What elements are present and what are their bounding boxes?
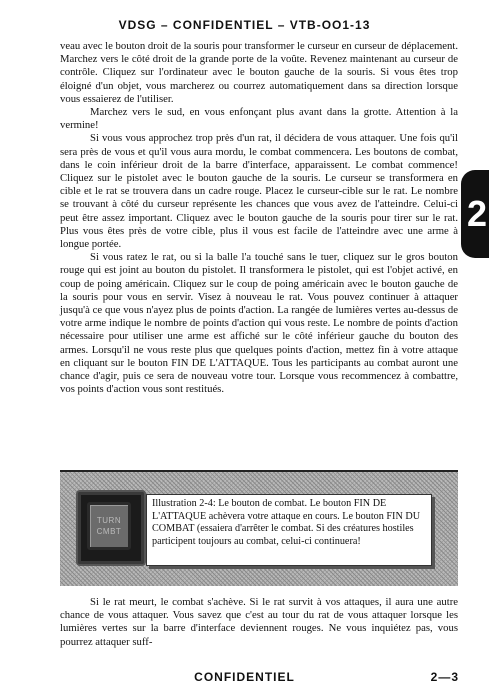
chapter-tab bbox=[461, 170, 489, 258]
page-number: 2—3 bbox=[430, 670, 459, 684]
caption-text: Illustration 2-4: Le bouton de combat. Le bouton FIN DE L'ATTAQUE achèvera votre attaque en cours. Le bouton FIN DU COMBAT (essaiera d'arrêter le combat. Si des créatures hostiles participent toujours au combat, celui-ci continuera! bbox=[152, 498, 421, 547]
page-footer bbox=[0, 670, 489, 686]
combat-button-image bbox=[76, 490, 146, 566]
paragraph: Si vous vous approchez trop près d'un rat, il décidera de vous attaquer. Une fois qu'il sera près de vous et qu'il vous aura mordu, le combat commencera. Les boutons de combat, dans le coin inférieur droit de la barre d'interface, apparaissent. Le combat commence! Cliquez sur le pistolet avec le bouton gauche de la souris. Le curseur se transformera en cible et le rat se trouvera dans un cadre rouge. Placez le curseur-cible sur le rat. Le nombre se trouvant à côté du curseur représente les chances que vous avez de l'atteindre. Celui-ci peut être assez important. Cliquez avec le bouton gauche de la souris pour tirer sur le rat. Plus vous êtes près de votre cible, plus il vous est facile de l'atteindre avec une arme à longue portée. bbox=[60, 132, 458, 251]
footer-label: CONFIDENTIEL bbox=[194, 670, 295, 684]
illustration-figure bbox=[60, 470, 458, 586]
paragraph: Si vous ratez le rat, ou si la balle l'a touché sans le tuer, cliquez sur le gros bouton rouge qui est joint au bouton du pistolet. Il transformera le pistolet, qui est l'objet activé, en coup de poing américain. Cliquez sur le coup de poing américain avec le bouton gauche de la souris pour vous en servir. Visez à nouveau le rat. Vous pouvez continuer à attaquer jusqu'à ce que vous n'ayez plus de points d'action. La rangée de lumières vertes au-dessus de votre arme indique le nombre de points d'action qui vous reste. Le nombre de points d'action nécessaire pour utiliser une arme est affiché sur le côté inférieur gauche du bouton des armes. Lorsqu'il ne vous reste plus que quelques points d'action, mettez fin à votre attaque en cliquant sur le bouton FIN DE L'ATTAQUE. Tous les participants au combat auront une chance d'agir, puis ce sera de nouveau votre tour. Lorsque vous recommencez à combattre, vos points d'action vous sont restitués. bbox=[60, 251, 458, 396]
paragraph: veau avec le bouton droit de la souris pour transformer le curseur en curseur de déplacement. Marchez vers le côté droit de la grande porte de la voûte. Revenez maintenant au curseur de contrôle. Cliquez sur l'ordinateur avec le bouton gauche de la souris. Si vous êtes trop éloigné d'un objet, vous marcherez ou courrez automatiquement dans sa direction lorsque vous essaierez de l'utiliser. bbox=[60, 40, 458, 105]
combat-button-text-top: TURN bbox=[96, 516, 122, 525]
figure-caption bbox=[146, 494, 432, 566]
body-text-continued bbox=[60, 596, 458, 649]
paragraph: Marchez vers le sud, en vous enfonçant plus avant dans la grotte. Attention à la vermine! bbox=[60, 106, 458, 132]
paragraph: Si le rat meurt, le combat s'achève. Si le rat survit à vos attaques, il aura une autre chance de vous attaquer. Vous savez que c'est au tour du rat de vous attaquer lorsque les lumières vertes sur la barre d'interface deviennent rouges. Ne vous inquiétez pas, vous pourrez attaquer suff- bbox=[60, 596, 458, 648]
body-text bbox=[60, 40, 458, 396]
header-title: VDSG – CONFIDENTIEL – VTB-OO1-13 bbox=[118, 18, 371, 32]
combat-button-text-bottom: CMBT bbox=[96, 527, 122, 536]
page-header bbox=[0, 18, 489, 32]
combat-button-face bbox=[87, 502, 131, 550]
chapter-number: 2 bbox=[466, 193, 488, 234]
